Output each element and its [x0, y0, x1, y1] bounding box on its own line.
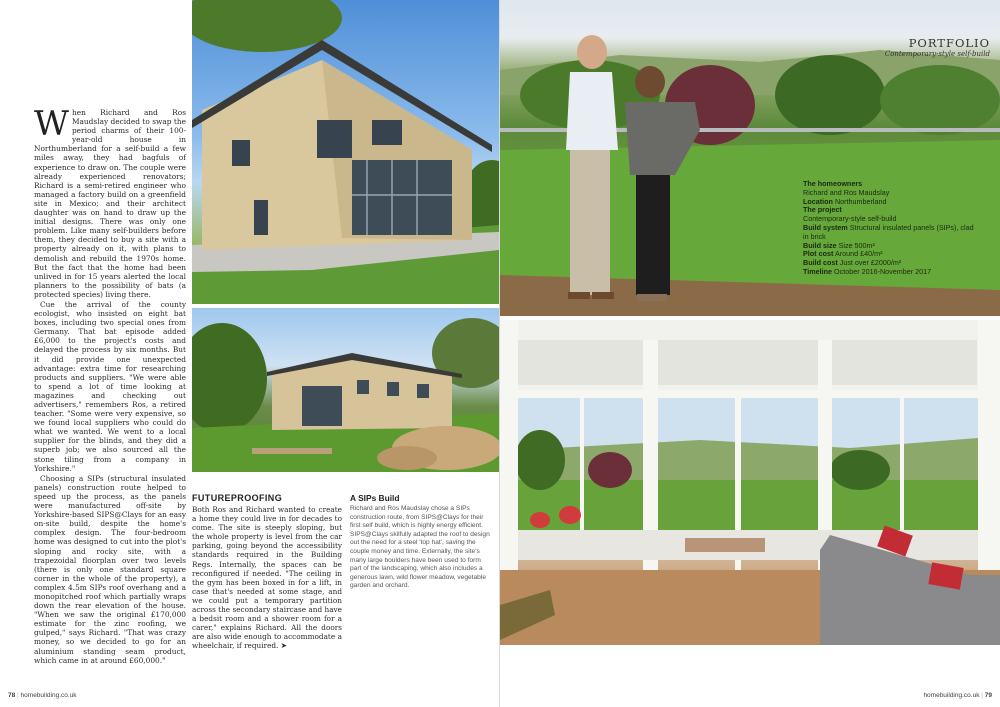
sips-build-sidebar: [350, 493, 492, 591]
drop-cap: W: [34, 104, 69, 144]
left-folio: 78 | homebuilding.co.uk: [8, 692, 77, 699]
interior-living-room-photo: [500, 320, 1000, 645]
interior-illustration: [500, 320, 1000, 645]
article-main-column: [34, 104, 186, 666]
article-paragraph-2: Cue the arrival of the county ecologist, who insisted on eight bat boxes, including two special ones from Germany. That bat episode added £6,000 to the project's costs and delayed the process by six months. But it did provide one unexpected advantage: extra time for researching products and suppliers. "We were able to spend a lot of time looking at magazines and checking out advertisers," remembers Ros, a retired teacher. "Some were very expensive, so we found local suppliers who could do what we wanted. We went to a local supplier for the blinds, and they did a superb job; we also sourced all the stone tiling from a company in Yorkshire.": [34, 299, 186, 473]
house-exterior-illustration: [192, 0, 499, 304]
house-garden-photo: [192, 308, 499, 472]
fact-homeowners: The homeowners Richard and Ros Maudslay: [803, 179, 890, 197]
sidebar-heading: A SIPs Build: [350, 493, 400, 503]
right-page: [500, 0, 1000, 707]
article-paragraph-1: When Richard and Ros Maudslay decided to swap the period charms of their 100-year-old house in Northumberland for a self-build a few miles away, they had bagfuls of experience to draw on. The couple were already experienced renovators; Richard is a semi-retired engineer who managed a factory build on a greenfield site in Mexico; and their architect daughter was on hand to draw up the initial designs. There was only one problem. Like many self-builders before them, they decided to buy a site with a property already on it, with plans to demolish and rebuild the 1970s home. But the fact that the home had been unlived in for 15 years alerted the local planners to the possibility of bats (a protected species) living there.: [34, 104, 186, 299]
portfolio-header: [885, 36, 990, 58]
futureproofing-heading: FUTUREPROOFING: [192, 493, 283, 503]
portfolio-subtitle: Contemporary-style self-build: [884, 50, 990, 58]
right-folio: homebuilding.co.uk | 79: [923, 692, 992, 699]
left-site-url: homebuilding.co.uk: [20, 692, 77, 699]
house-exterior-photo: [192, 0, 499, 304]
article-paragraph-3: Choosing a SIPs (structural insulated panels) construction route helped to speed up the process, as the panels were manufactured off-site by Yorkshire-based SIPS@Clays for an easy on-site build, despite the home's complex design. The four-bedroom home was designed to cut into the plot's sloping and rocky site, with a trapezoidal floorplan over two levels (there is only one standard square corner in the whole of the property), a complex 4.5m SIPs roof overhang and a monopitched roof which partially wraps down the rear elevation of the house. "When we saw the original £170,000 estimate for the zinc roofing, we gulped," says Richard. "That was crazy money, so we decided to go for an aluminium standing seam product, which came in at around £60,000.": [34, 473, 186, 665]
fact-project: The project Contemporary-style self-build: [803, 205, 897, 224]
left-page-number: 78: [8, 692, 16, 699]
house-garden-illustration: [192, 308, 499, 472]
right-site-url: homebuilding.co.uk: [923, 692, 980, 699]
sidebar-text: Richard and Ros Maudslay chose a SIPs construction route, from SIPS@Clays for their first self build, which is highly energy efficient. SIPS@Clays skilfully adapted the roof to design out the need for a steel 'top hat', saving the couple money and time. Externally, the site's many large boulders have been used to form part of the landscaping, which also includes a generous lawn, wild flower meadow, vegetable garden and orchard.: [350, 505, 490, 590]
right-page-number: 79: [984, 692, 992, 699]
fact-build-cost: Build cost Just over £2000/m²: [803, 258, 902, 268]
couple-balcony-photo: [500, 0, 1000, 316]
futureproofing-text: Both Ros and Richard wanted to create a home they could live in for decades to come. The site is steeply sloping, but the whole property is level from the car parking, going beyond the accessibility standards required in the Building Regs. Internally, the spaces can be reconfigured if needed. "The ceiling in the gym has been boxed in for a lift, in case that's needed at some stage, and we could put a temporary partition across the secondary staircase and have a bedsit room and a shower room for a carer," explains Richard. All the doors are also wide enough to accommodate a wheelchair, if required. ➤: [192, 505, 342, 651]
fact-build-system: Build system Structural insulated panels (SIPs), clad in brick: [803, 222, 974, 241]
project-facts-box: [803, 180, 977, 277]
fact-location: Location Northumberland: [803, 196, 887, 206]
fact-build-size: Build size Size 500m²: [803, 240, 875, 250]
fact-plot-cost: Plot cost Around £40/m²: [803, 249, 883, 259]
fact-timeline: Timeline October 2016-November 2017: [803, 266, 932, 276]
portfolio-title: PORTFOLIO: [908, 36, 990, 50]
continue-arrow-icon: ➤: [280, 641, 287, 651]
